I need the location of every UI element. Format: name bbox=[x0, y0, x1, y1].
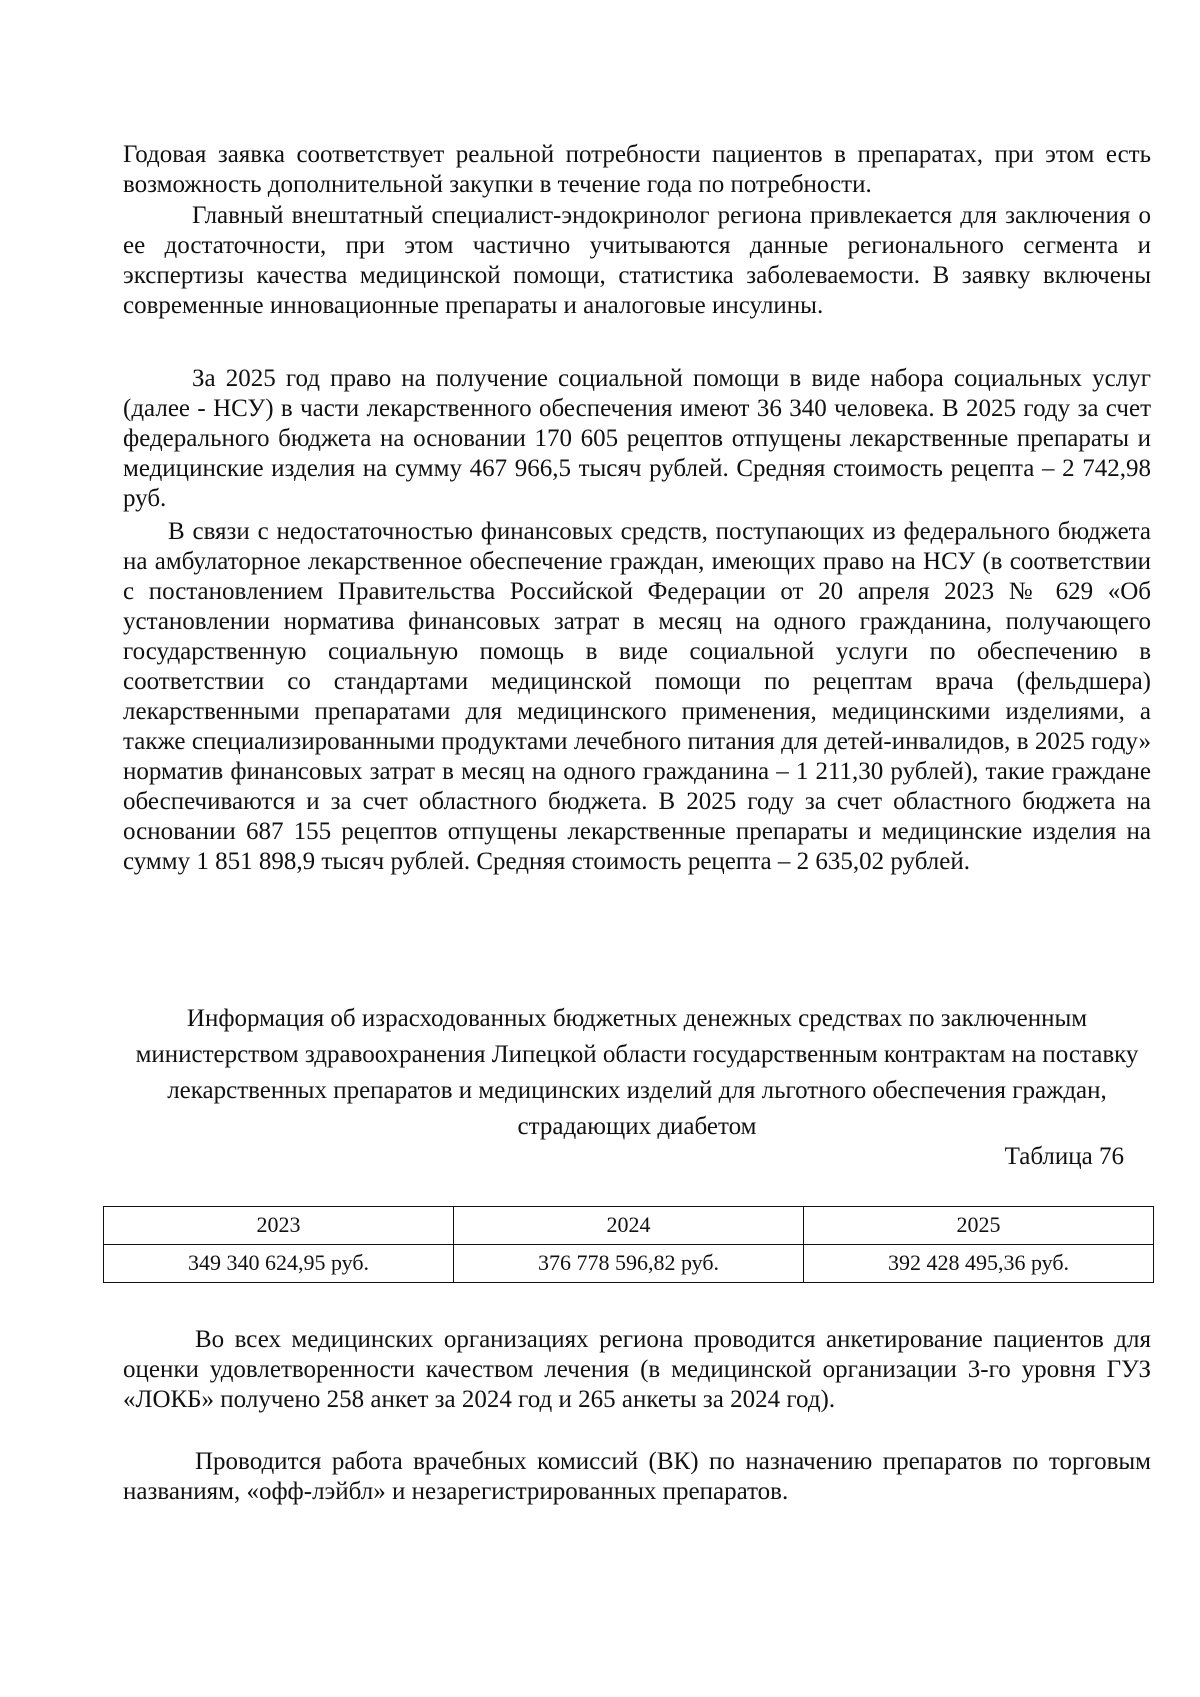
table-header-cell: 2025 bbox=[804, 1207, 1154, 1245]
paragraph-annual-request: Годовая заявка соответствует реальной потребности пациентов в препаратах, при этом есть возможность дополнительной закупки в течение года по потребности. bbox=[123, 141, 1151, 198]
table-header-row bbox=[104, 1207, 1154, 1245]
table-header-cell: 2023 bbox=[104, 1207, 454, 1245]
paragraph-chief-specialist: Главный внештатный специалист-эндокринолог региона привлекается для заключения о ее достаточности, при этом частично учитываются данные регионального сегмента и экспертизы качества медицинской помощи, статистика заболеваемости. В заявку включены современные инновационные препараты и аналоговые инсулины. bbox=[123, 202, 1151, 319]
paragraph-patient-survey: Во всех медицинских организациях региона проводится анкетирование пациентов для оценки удовлетворенности качеством лечения (в медицинской организации 3-го уровня ГУЗ «ЛОКБ» получено 258 анкет за 2024 год и 265 анкеты за 2024 год). bbox=[123, 1326, 1151, 1413]
table-cell: 349 340 624,95 руб. bbox=[104, 1245, 454, 1283]
table-heading: Информация об израсходованных бюджетных денежных средствах по заключенным министерством здравоохранения Липецкой области государственным контрактам на поставку лекарственных препаратов и медицинских изделий для льготного обеспечения граждан, страдающих диабетом bbox=[135, 1005, 1139, 1140]
table-cell: 376 778 596,82 руб. bbox=[454, 1245, 804, 1283]
paragraph-federal-budget: За 2025 год право на получение социальной помощи в виде набора социальных услуг (далее - НСУ) в части лекарственного обеспечения имеют 36 340 человека. В 2025 году за счет федерального бюджета на основании 170 605 рецептов отпущены лекарственные препараты и медицинские изделия на сумму 467 966,5 тысяч рублей. Средняя стоимость рецепта – 2 742,98 руб. bbox=[123, 365, 1151, 512]
table-number-label: Таблица 76 bbox=[1004, 1143, 1124, 1170]
budget-table bbox=[103, 1206, 1154, 1283]
table-header-cell: 2024 bbox=[454, 1207, 804, 1245]
table-cell: 392 428 495,36 руб. bbox=[804, 1245, 1154, 1283]
paragraph-regional-budget: В связи с недостаточностью финансовых средств, поступающих из федерального бюджета на амбулаторное лекарственное обеспечение граждан, имеющих право на НСУ (в соответствии с постановлением Правительства Российской Федерации от 20 апреля 2023 № 629 «Об установлении норматива финансовых затрат в месяц на одного гражданина, получающего государственную социальную помощь в виде социальной услуги по обеспечению в соответствии со стандартами медицинской помощи по рецептам врача (фельдшера) лекарственными препаратами для медицинского применения, медицинскими изделиями, а также специализированными продуктами лечебного питания для детей-инвалидов, в 2025 году» норматив финансовых затрат в месяц на одного гражданина – 1 211,30 рублей), такие граждане обеспечиваются и за счет областного бюджета. В 2025 году за счет областного бюджета на основании 687 155 рецептов отпущены лекарственные препараты и медицинские изделия на сумму 1 851 898,9 тысяч рублей. Средняя стоимость рецепта – 2 635,02 рублей. bbox=[123, 518, 1151, 875]
table-row bbox=[104, 1245, 1154, 1283]
paragraph-medical-commissions: Проводится работа врачебных комиссий (ВК) по назначению препаратов по торговым названиям, «офф-лэйбл» и незарегистрированных препаратов. bbox=[123, 1448, 1151, 1505]
